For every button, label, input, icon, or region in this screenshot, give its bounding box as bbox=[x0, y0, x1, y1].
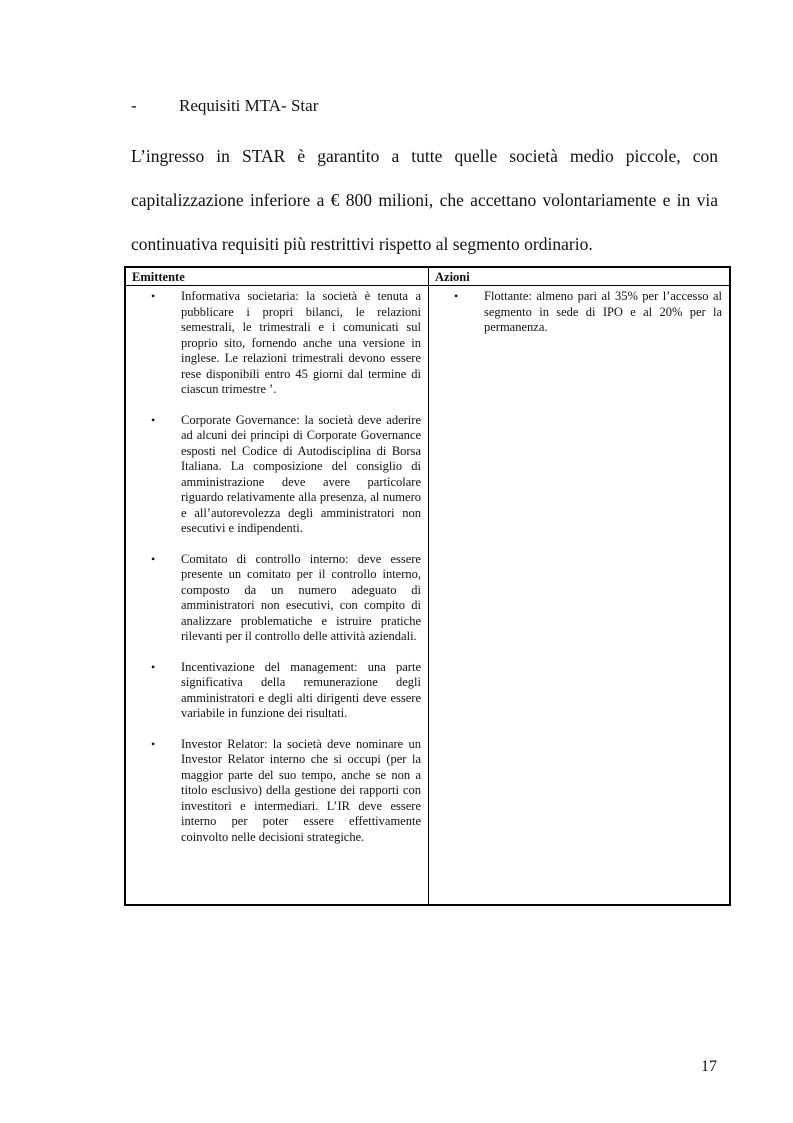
section-heading bbox=[131, 95, 318, 117]
requirements-table bbox=[124, 266, 731, 906]
bullet-icon: • bbox=[151, 659, 156, 674]
list-item-text: Investor Relator: la società deve nominare un Investor Relator interno che si occupi (per la maggior parte del suo tempo, anche se non a titolo esclusivo) della gestione dei rapporti con investitori e intermediari. L’IR deve essere interno per poter essere effettivamente coinvolto nelle decisioni strategiche. bbox=[181, 736, 421, 844]
column-separator bbox=[428, 268, 429, 904]
list-item-text: Flottante: almeno pari al 35% per l’accesso al segmento in sede di IPO e al 20% per la permanenza. bbox=[484, 289, 722, 334]
bullet-icon: • bbox=[151, 736, 156, 751]
list-item bbox=[151, 552, 421, 645]
azioni-cell bbox=[454, 289, 722, 351]
heading-dash: - bbox=[131, 96, 137, 115]
header-separator bbox=[126, 285, 729, 286]
bullet-icon: • bbox=[151, 289, 156, 303]
bullet-icon: • bbox=[151, 551, 156, 566]
list-item bbox=[151, 413, 421, 537]
bullet-icon: • bbox=[454, 289, 459, 303]
list-item-text: Comitato di controllo interno: deve essere presente un comitato per il controllo interno, composto da un numero adeguato di amministratori non esecutivi, con compito di analizzare problematiche e istruire pratiche rilevanti per il controllo delle attività aziendali. bbox=[181, 551, 421, 643]
list-item-text: Informativa societaria: la società è tenuta a pubblicare i propri bilanci, le relazioni semestrali, le trimestrali e i comunicati sul proprio sito, fornendo anche una versione in inglese. Le relazioni trimestrali devono essere rese disponibili entro 45 giorni dal termine di ciascun trimestre ’. bbox=[181, 289, 421, 396]
header-emittente: Emittente bbox=[132, 270, 185, 284]
list-item bbox=[454, 289, 722, 336]
list-item bbox=[151, 660, 421, 722]
list-item bbox=[151, 289, 421, 398]
list-item bbox=[151, 737, 421, 846]
page-number: 17 bbox=[701, 1058, 717, 1075]
intro-paragraph: L’ingresso in STAR è garantito a tutte quelle società medio piccole, con capitalizzazione inferiore a € 800 milioni, che accettano volontariamente e in via continuativa requisiti più restrittivi rispetto al segmento ordinario. bbox=[131, 146, 718, 254]
list-item-text: Incentivazione del management: una parte significativa della remunerazione degli amministratori e degli alti dirigenti deve essere variabile in funzione dei risultati. bbox=[181, 659, 421, 720]
list-item-text: Corporate Governance: la società deve aderire ad alcuni dei principi di Corporate Governance esposti nel Codice di Autodisciplina di Borsa Italiana. La composizione del consiglio di amministrazione deve avere particolare riguardo relativamente alla presenza, al numero e all’autorevolezza degli amministratori non esecutivi e indipendenti. bbox=[181, 412, 421, 535]
emittente-cell bbox=[151, 289, 421, 860]
bullet-icon: • bbox=[151, 412, 156, 427]
header-azioni: Azioni bbox=[435, 270, 470, 284]
heading-title: Requisiti MTA- Star bbox=[179, 96, 319, 115]
